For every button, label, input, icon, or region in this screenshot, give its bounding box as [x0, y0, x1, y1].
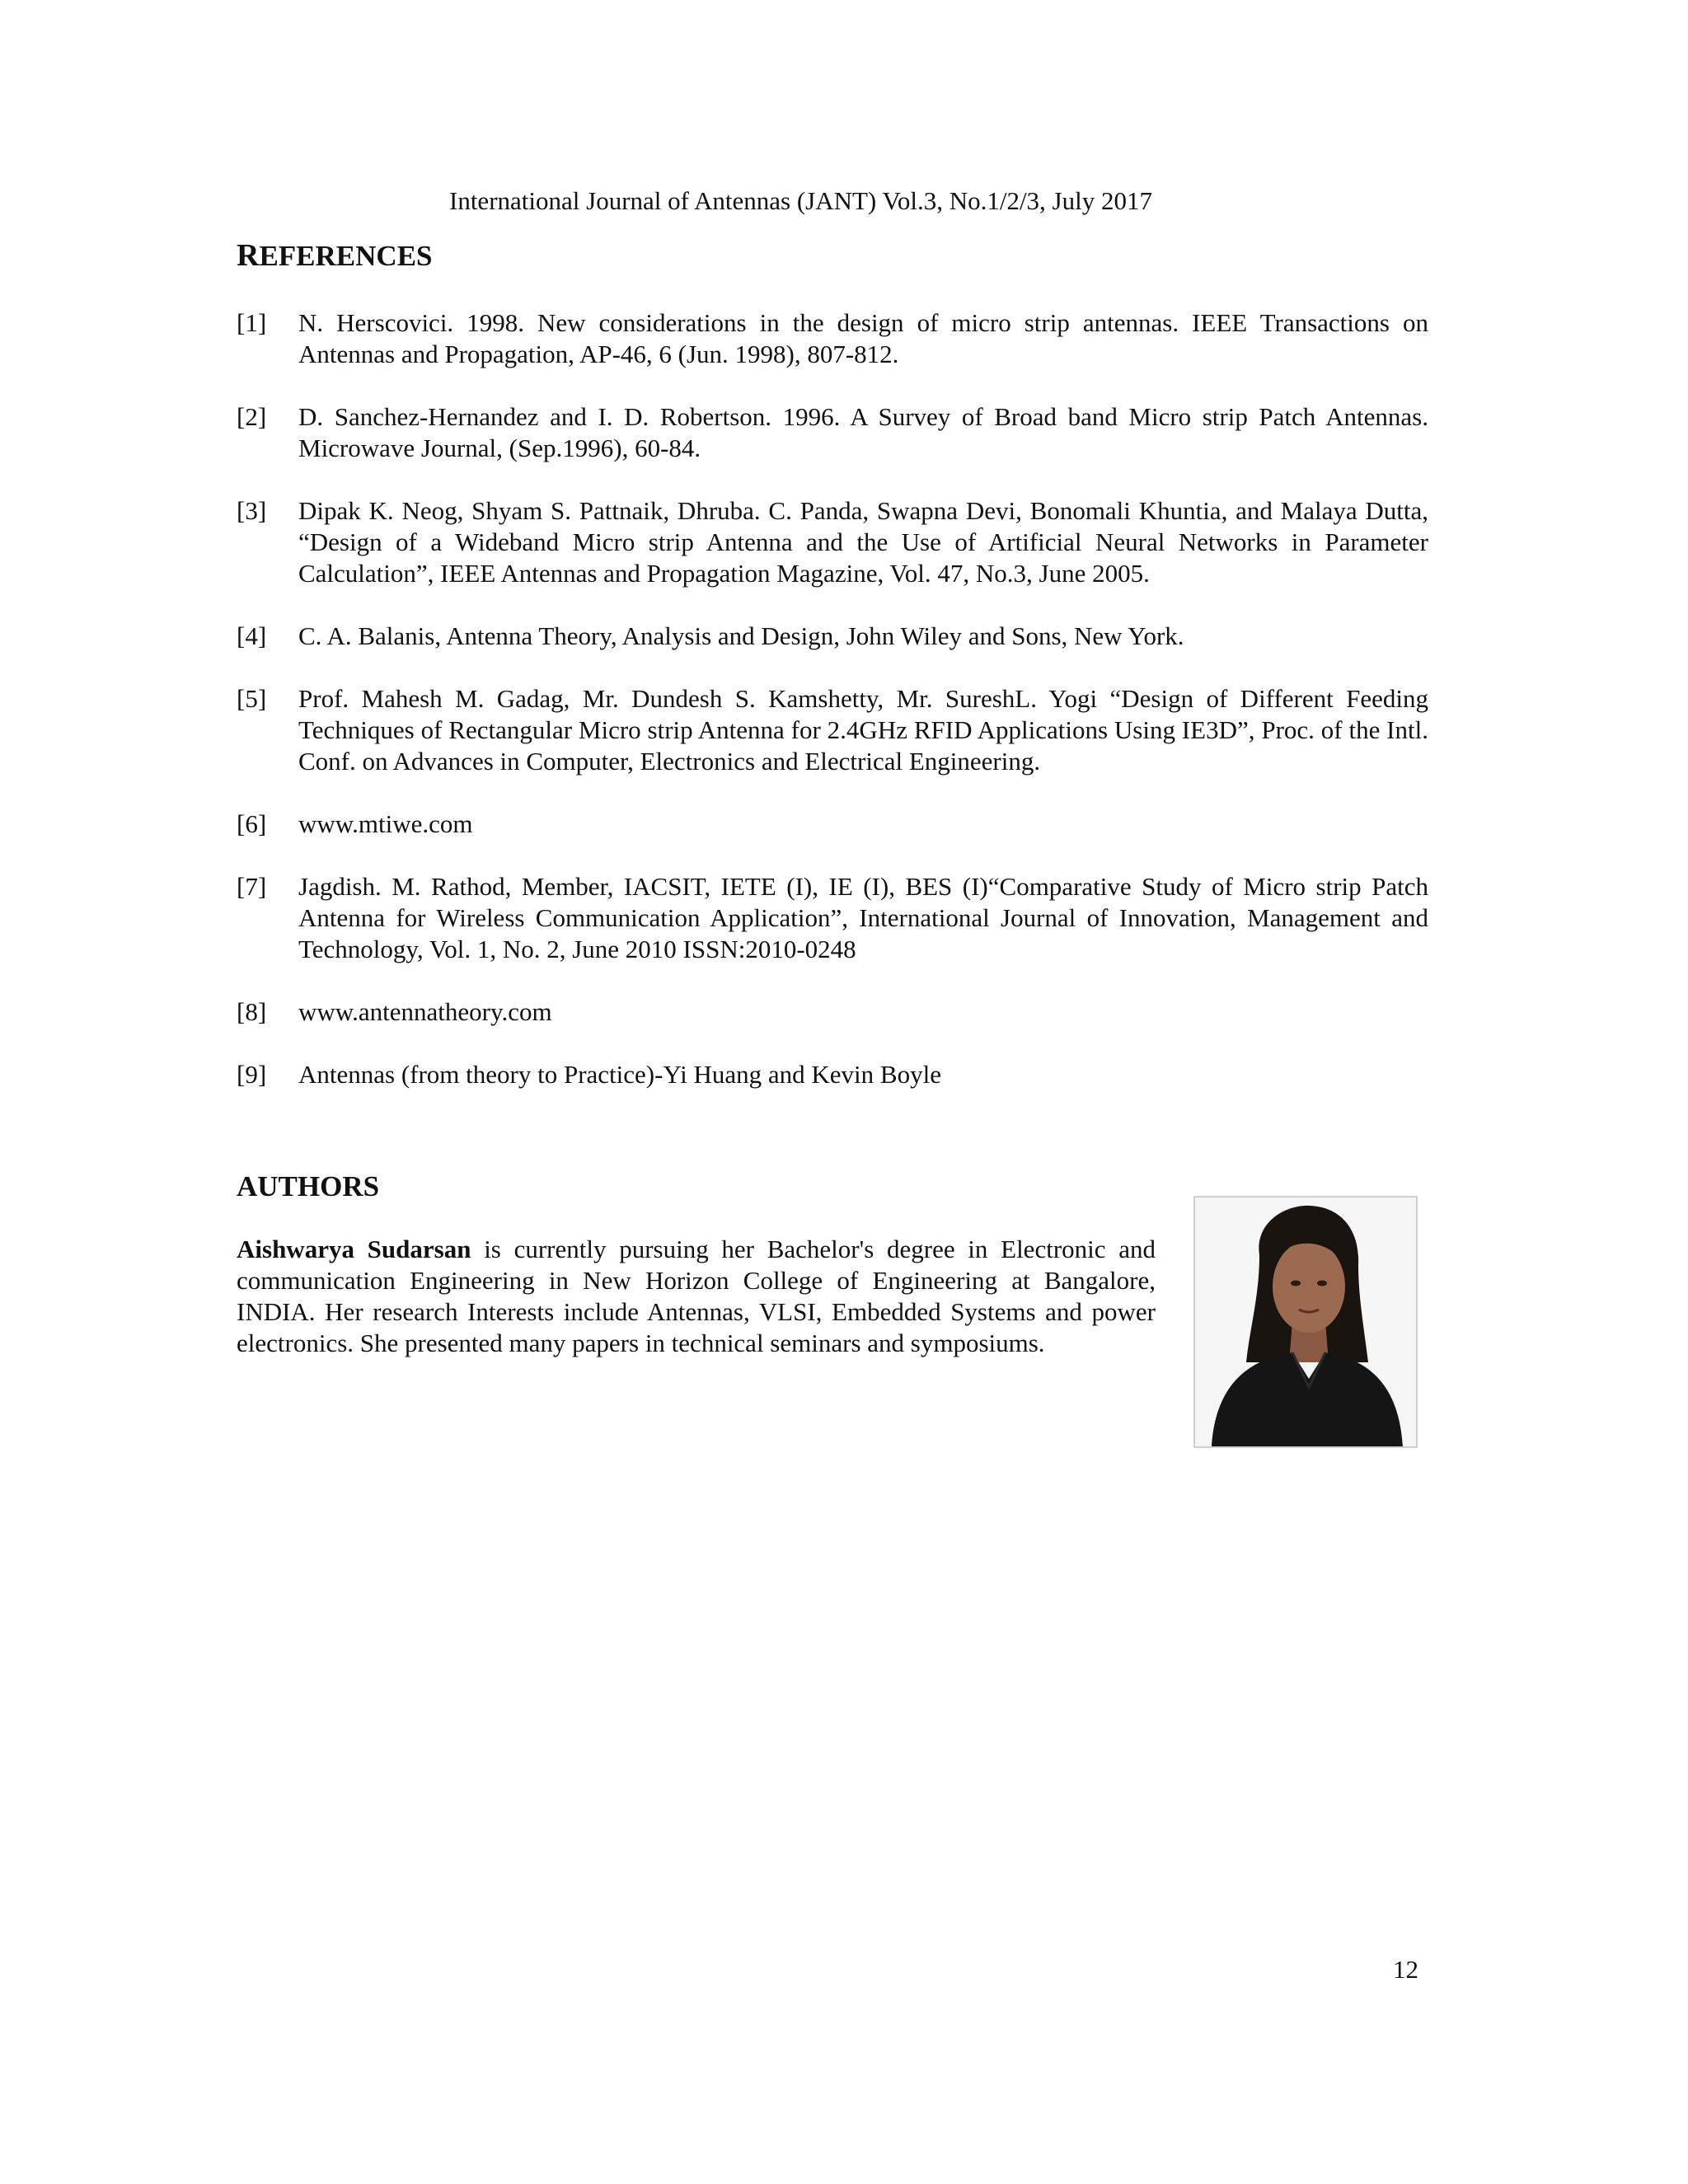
reference-number: [4]: [237, 621, 267, 650]
reference-number: [3]: [237, 496, 267, 525]
author-bio-text: is currently pursuing her Bachelor's degree in Electronic and communication Engineering in New Horizon College of Engineering at Bangalore, INDIA. Her research Interests include Antennas, VLSI, Embedded Systems and power electronics. She presented many papers in technical seminars and symposiums.: [237, 1235, 1156, 1357]
reference-item-6: [237, 808, 1428, 840]
reference-text: Jagdish. M. Rathod, Member, IACSIT, IETE (I), IE (I), BES (I)“Comparative Study of Micro strip Patch Antenna for Wireless Communication Application”, International Journal of Innovation, Management and Technology, Vol. 1, No. 2, June 2010 ISSN:2010-0248: [298, 872, 1428, 963]
reference-text: Dipak K. Neog, Shyam S. Pattnaik, Dhruba. C. Panda, Swapna Devi, Bonomali Khuntia, and Malaya Dutta, “Design of a Wideband Micro strip Antenna and the Use of Artificial Neural Networks in Parameter Calculation”, IEEE Antennas and Propagation Magazine, Vol. 47, No.3, June 2005.: [298, 496, 1428, 588]
reference-item-3: [237, 495, 1428, 589]
references-heading: [237, 237, 433, 274]
reference-item-2: [237, 401, 1428, 464]
references-heading-rest: EFERENCES: [259, 240, 433, 272]
reference-number: [8]: [237, 997, 267, 1026]
reference-list: [237, 307, 1428, 1122]
reference-link-antennatheory[interactable]: www.antennatheory.com: [298, 997, 552, 1026]
author-bio: [237, 1234, 1156, 1359]
reference-text: N. Herscovici. 1998. New considerations in the design of micro strip antennas. IEEE Transactions on Antennas and Propagation, AP-46, 6 (Jun. 1998), 807-812.: [298, 308, 1428, 368]
reference-number: [5]: [237, 684, 267, 713]
reference-number: [9]: [237, 1060, 267, 1089]
reference-item-5: [237, 683, 1428, 777]
reference-link-mtiwe[interactable]: www.mtiwe.com: [298, 809, 473, 838]
reference-number: [6]: [237, 809, 267, 838]
reference-item-7: [237, 871, 1428, 965]
references-heading-initial: R: [237, 238, 260, 273]
reference-item-1: [237, 307, 1428, 370]
page-number: 12: [1393, 1955, 1418, 1984]
reference-text: Antennas (from theory to Practice)-Yi Huang and Kevin Boyle: [298, 1060, 941, 1089]
reference-item-8: [237, 996, 1428, 1028]
reference-text: D. Sanchez-Hernandez and I. D. Robertson. 1996. A Survey of Broad band Micro strip Patch Antennas. Microwave Journal, (Sep.1996), 60-84.: [298, 402, 1428, 462]
reference-text: C. A. Balanis, Antenna Theory, Analysis and Design, John Wiley and Sons, New York.: [298, 621, 1184, 650]
reference-number: [2]: [237, 402, 267, 431]
running-header: International Journal of Antennas (JANT) Vol.3, No.1/2/3, July 2017: [449, 186, 1152, 215]
reference-item-9: [237, 1059, 1428, 1090]
reference-number: [1]: [237, 308, 267, 337]
author-name: Aishwarya Sudarsan: [237, 1235, 471, 1263]
reference-item-4: [237, 621, 1428, 652]
reference-text: Prof. Mahesh M. Gadag, Mr. Dundesh S. Kamshetty, Mr. SureshL. Yogi “Design of Different Feeding Techniques of Rectangular Micro strip Antenna for 2.4GHz RFID Applications Using IE3D”, Proc. of the Intl. Conf. on Advances in Computer, Electronics and Electrical Engineering.: [298, 684, 1428, 776]
authors-heading: AUTHORS: [237, 1170, 380, 1202]
author-photo: [1193, 1196, 1418, 1448]
reference-number: [7]: [237, 872, 267, 901]
